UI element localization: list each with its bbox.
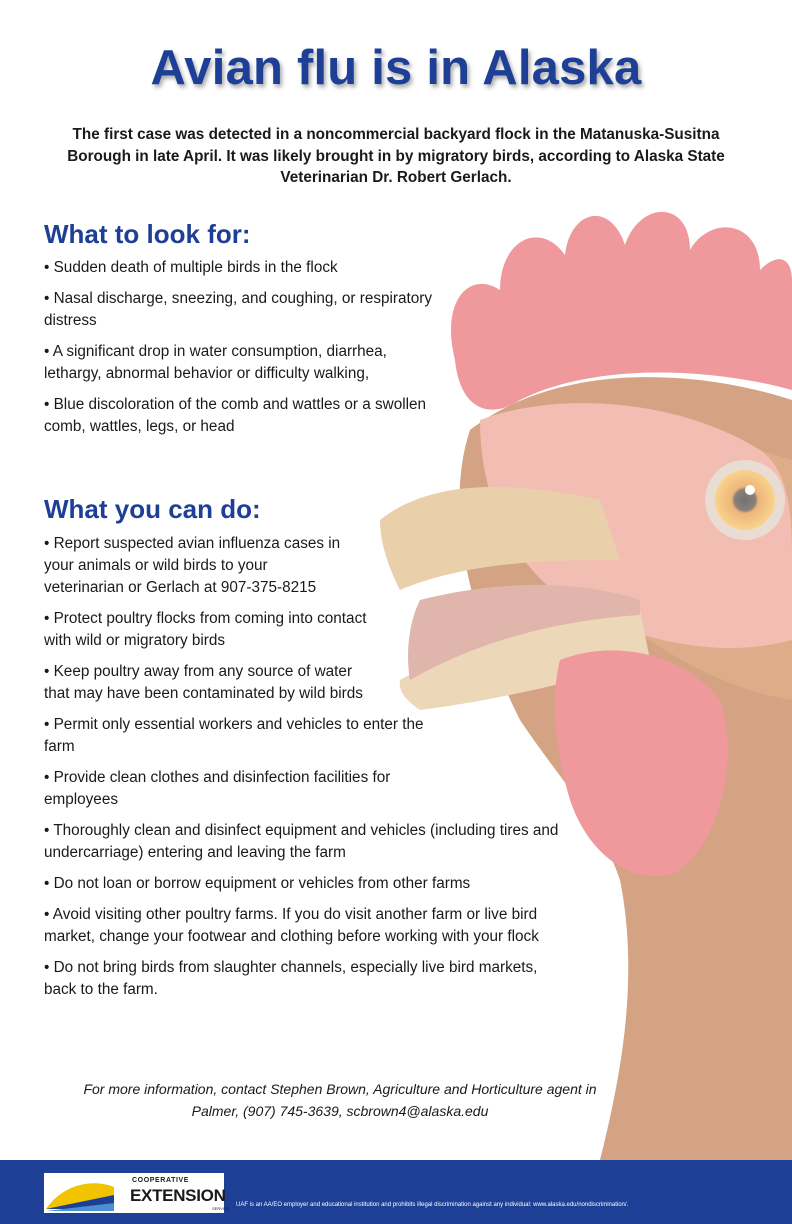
can-do-heading: What you can do: bbox=[44, 494, 261, 524]
extension-logo bbox=[44, 1173, 230, 1213]
list-item: • Keep poultry away from any source of water that may have been contaminated by wild birds bbox=[44, 663, 363, 702]
list-item: • Thoroughly clean and disinfect equipment and vehicles (including tires and undercarriage) entering and leaving the farm bbox=[44, 822, 559, 861]
contact-line-1: For more information, contact Stephen Brown, Agriculture and Horticulture agent in bbox=[83, 1081, 597, 1097]
list-item: • A significant drop in water consumption, diarrhea, lethargy, abnormal behavior or difficulty walking, bbox=[44, 343, 387, 382]
list-item: • Report suspected avian influenza cases in your animals or wild birds to your veterinarian or Gerlach at 907-375-8215 bbox=[44, 535, 341, 596]
logo-tiny-text: SERVICE bbox=[212, 1206, 230, 1211]
list-item: • Avoid visiting other poultry farms. If you do visit another farm or live bird market, change your footwear and clothing before working with your flock bbox=[44, 906, 539, 945]
intro-paragraph: The first case was detected in a noncommercial backyard flock in the Matanuska-Susitna Borough in late April. It was likely brought in by migratory birds, according to Alaska State Veterinarian Dr. Robert Gerlach. bbox=[67, 126, 725, 186]
list-item: • Do not loan or borrow equipment or vehicles from other farms bbox=[44, 875, 471, 892]
can-do-list bbox=[44, 533, 589, 1010]
contact-info bbox=[40, 1078, 640, 1122]
logo-small-text: COOPERATIVE bbox=[132, 1177, 190, 1184]
look-for-heading: What to look for: bbox=[44, 219, 251, 249]
list-item: • Nasal discharge, sneezing, and coughing, or respiratory distress bbox=[44, 290, 432, 329]
disclaimer-text: UAF is an AA/EO employer and educational institution and prohibits illegal discrimination against any individual: www.alaska.edu/nondiscrimination/. bbox=[236, 1202, 629, 1208]
contact-line-2: Palmer, (907) 745-3639, scbrown4@alaska.edu bbox=[191, 1103, 489, 1119]
list-item: • Protect poultry flocks from coming into contact with wild or migratory birds bbox=[44, 610, 367, 649]
logo-big-text: EXTENSION bbox=[130, 1186, 226, 1205]
list-item: • Provide clean clothes and disinfection facilities for employees bbox=[44, 769, 391, 808]
list-item: • Permit only essential workers and vehicles to enter the farm bbox=[44, 716, 424, 755]
list-item: • Do not bring birds from slaughter channels, especially live bird markets, back to the farm. bbox=[44, 959, 538, 998]
list-item: • Sudden death of multiple birds in the flock bbox=[44, 259, 338, 276]
list-item: • Blue discoloration of the comb and wattles or a swollen comb, wattles, legs, or head bbox=[44, 396, 427, 435]
extension-logo-icon bbox=[44, 1173, 116, 1213]
look-for-list bbox=[44, 257, 444, 447]
page-title: Avian flu is in Alaska bbox=[150, 41, 642, 95]
